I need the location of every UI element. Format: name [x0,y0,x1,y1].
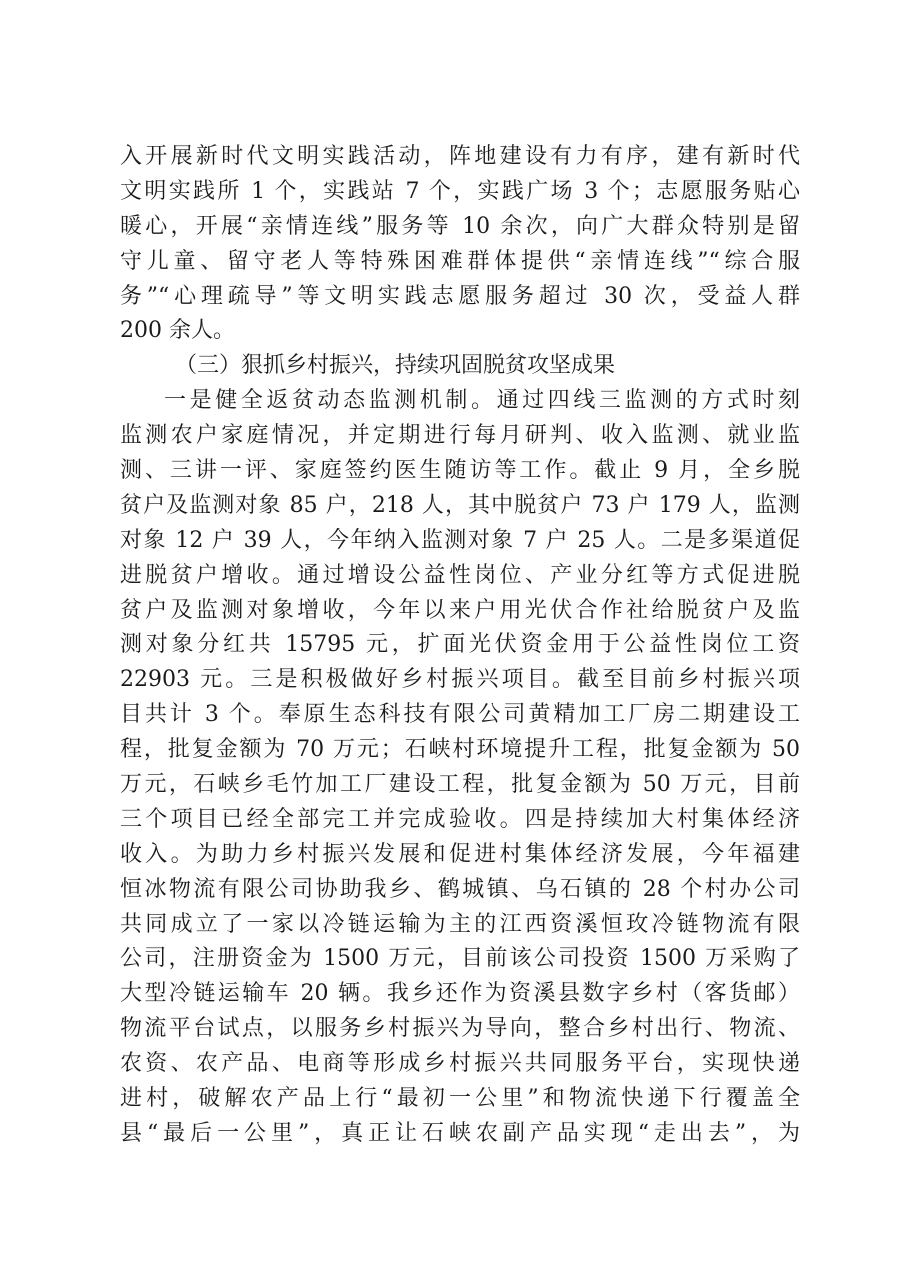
paragraph-line: 目共计 3 个。奉原生态科技有限公司黄精加工厂房二期建设工 [120,702,800,728]
paragraph-line: 监测农户家庭情况，并定期进行每月研判、收入监测、就业监 [120,423,800,449]
paragraph-line: 收入。为助力乡村振兴发展和促进村集体经济发展，今年福建 [120,841,800,867]
paragraph-line: 守儿童、留守老人等特殊困难群体提供“亲情连线”“综合服 [120,248,800,274]
paragraph-line: 200 余人。 [120,318,235,344]
paragraph-line: 对象 12 户 39 人，今年纳入监测对象 7 户 25 人。二是多渠道促 [120,527,800,553]
paragraph-line: 程，批复金额为 70 万元；石峡村环境提升工程，批复金额为 50 [120,737,800,763]
paragraph-line: 公司，注册资金为 1500 万元，目前该公司投资 1500 万采购了 [120,946,800,972]
section-heading: （三）狠抓乡村振兴，持续巩固脱贫攻坚成果 [175,353,616,379]
paragraph-line: 进脱贫户增收。通过增设公益性岗位、产业分红等方式促进脱 [120,562,800,588]
paragraph-line: 农资、农产品、电商等形成乡村振兴共同服务平台，实现快递 [120,1051,800,1077]
paragraph-line: 恒冰物流有限公司协助我乡、鹤城镇、乌石镇的 28 个村办公司 [120,876,800,902]
paragraph-line: 物流平台试点，以服务乡村振兴为导向，整合乡村出行、物流、 [120,1016,800,1042]
paragraph-line: 贫户及监测对象增收，今年以来户用光伏合作社给脱贫户及监 [120,597,800,623]
paragraph-line: 暖心，开展“亲情连线”服务等 10 余次，向广大群众特别是留 [120,213,800,239]
paragraph-line: 大型冷链运输车 20 辆。我乡还作为资溪县数字乡村（客货邮） [120,981,800,1007]
paragraph-line: 22903 元。三是积极做好乡村振兴项目。截至目前乡村振兴项 [120,667,800,693]
paragraph-line: 共同成立了一家以冷链运输为主的江西资溪恒玫冷链物流有限 [120,911,800,937]
paragraph-line: 测、三讲一评、家庭签约医生随访等工作。截止 9 月，全乡脱 [120,458,800,484]
paragraph-line: 入开展新时代文明实践活动，阵地建设有力有序，建有新时代 [120,144,800,169]
paragraph-line: 贫户及监测对象 85 户，218 人，其中脱贫户 73 户 179 人，监测 [120,492,800,518]
paragraph-line: 进村，破解农产品上行“最初一公里”和物流快递下行覆盖全 [120,1086,800,1112]
paragraph-line: 三个项目已经全部完工并完成验收。四是持续加大村集体经济 [120,806,800,832]
paragraph-line: 一是健全返贫动态监测机制。通过四线三监测的方式时刻 [164,388,800,414]
document-body [120,140,800,1152]
paragraph-line: 县“最后一公里”，真正让石峡农副产品实现“走出去”，为 [120,1120,800,1146]
paragraph-line: 万元，石峡乡毛竹加工厂建设工程，批复金额为 50 万元，目前 [120,772,800,798]
paragraph-line: 务”“心理疏导”等文明实践志愿服务超过 30 次，受益人群 [120,283,800,309]
paragraph-line: 文明实践所 1 个，实践站 7 个，实践广场 3 个；志愿服务贴心 [120,178,800,204]
paragraph-line: 测对象分红共 15795 元，扩面光伏资金用于公益性岗位工资 [120,632,800,658]
